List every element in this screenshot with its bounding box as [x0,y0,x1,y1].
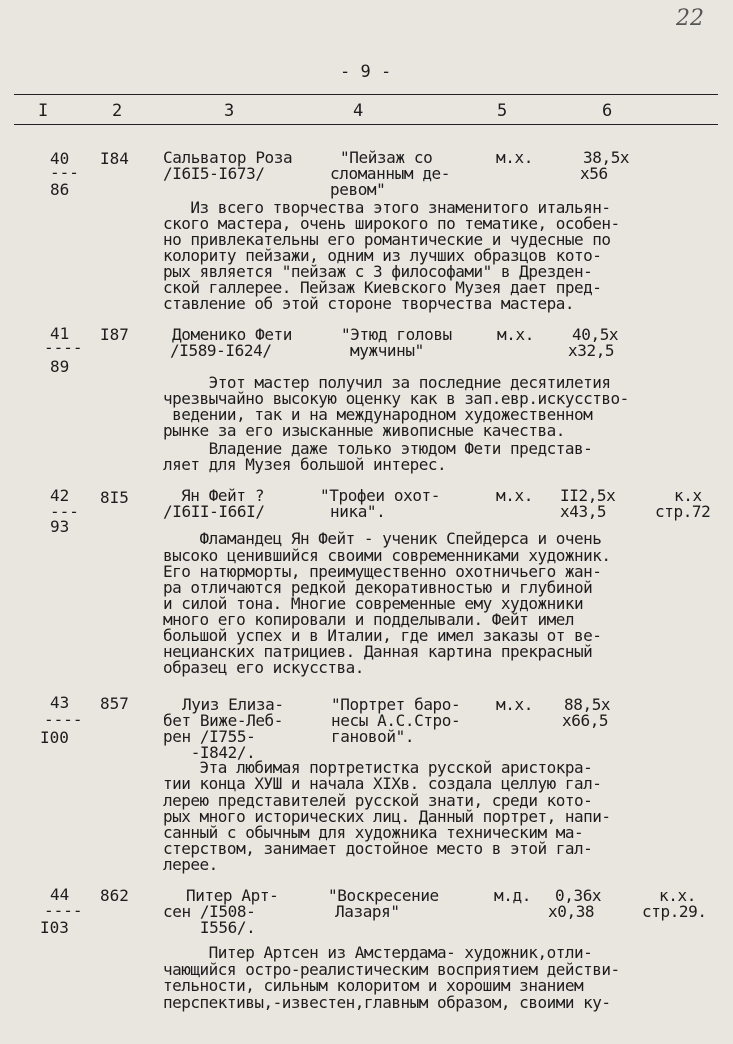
author-line: Ян Фейт ? [181,486,265,505]
entry-number: 42 [50,486,70,505]
title-line: ника". [330,502,386,521]
title-line: Лазаря" [335,902,400,921]
catalog-note: к.х. [659,886,696,905]
page-number: - 9 - [340,62,392,82]
entry-page-ref: 93 [50,517,70,536]
column-header-6: 6 [602,101,613,121]
handwritten-page-number: 22 [676,6,704,31]
size-line: 0,36х [555,886,602,905]
description-line: лерею представителей русской знати, среди кото- [163,791,593,810]
inventory-number: 8I5 [100,488,129,507]
column-header-5: 5 [497,101,508,121]
description-line: лерее. [163,855,218,874]
description-line: колориту пейзажи, одним из лучших образцов кото- [163,246,602,265]
title-line: "Портрет баро- [331,695,461,714]
description-line: ра отличаются редкой декоративностью и глубиной [163,578,593,597]
column-header-1: I [38,101,49,121]
description-line: рых много исторических лиц. Данный портрет, напи- [163,807,611,826]
author-line: -I842/. [163,743,256,762]
column-header-3: 3 [224,101,235,121]
author-line: Доменико Фети [172,325,293,344]
inventory-number: 862 [100,886,129,905]
description-line: рынке за его изысканные живописные качества. [163,421,565,440]
title-line: "Воскресение [328,886,439,905]
title-line: гановой". [331,727,415,746]
author-line: I556/. [163,918,256,937]
description-line: Из всего творчества этого знаменитого итальян- [163,198,611,217]
size-line: 40,5х [572,325,619,344]
entry-separator: ---- [44,710,83,729]
description-line: Его натюрморты, преимущественно охотничьего жан- [163,562,602,581]
description-line: ставление об этой стороне творчества мастера. [163,294,574,313]
description-line: стерством, занимает достойное место в этой гал- [163,839,593,858]
description-line: перспективы,-известен,главным образом, своими ку- [163,993,611,1012]
author-line: /I6I5-I673/ [163,164,265,183]
author-line: Сальватор Роза [163,148,293,167]
size-line: х66,5 [562,711,609,730]
title-line: сломанным де- [330,164,451,183]
size-line: х56 [580,164,608,183]
entry-separator: ---- [44,338,83,357]
author-line: Луиз Елиза- [182,695,284,714]
description-line: Этот мастер получил за последние десятилетия [163,373,611,392]
author-line: Питер Арт- [186,886,279,905]
author-line: рен /I755- [163,727,256,746]
description-line: и силой тона. Многие современные ему художники [163,594,584,613]
description-line: но привлекательны его романтические и чудесные по [163,230,611,249]
description-line: много его копировали и подделывали. Фейт имел [163,610,574,629]
entry-number: 44 [50,885,70,904]
title-line: "Этюд головы [341,325,452,344]
entry-page-ref: 86 [50,180,70,199]
header-top-rule [14,94,718,95]
size-line: х43,5 [560,502,607,521]
catalog-note: стр.29. [642,902,707,921]
title-line: ревом" [330,180,386,199]
size-line: х0,38 [548,902,595,921]
title-line: несы А.С.Стро- [331,711,461,730]
entry-separator: ---- [44,901,83,920]
inventory-number: I84 [100,149,129,168]
entry-separator: --- [50,163,79,182]
description-line: чрезвычайно высокую оценку как в зап.евр.искусство- [163,389,629,408]
entry-number: 41 [50,324,70,343]
size-line: II2,5х [560,486,616,505]
entry-number: 43 [50,693,70,712]
description-line: большой успех и в Италии, где имел заказы от ве- [163,626,602,645]
title-line: мужчины" [350,341,424,360]
technique: м.х. [496,486,533,505]
author-line: бет Виже-Леб- [163,711,284,730]
title-line: "Пейзаж со [340,148,433,167]
description-line: ляет для Музея большой интерес. [163,455,447,474]
description-line: ского мастера, очень широкого по тематике, особен- [163,214,620,233]
catalog-note: стр.72 [655,502,711,521]
description-line: тельности, сильным колоритом и хорошим знанием [163,976,584,995]
description-line: рых является "пейзаж с 3 философами" в Дрезден- [163,262,593,281]
technique: м.х. [496,695,533,714]
header-bottom-rule [14,124,718,125]
technique: м.д. [494,886,531,905]
technique: м.х. [496,148,533,167]
size-line: 38,5х [583,148,630,167]
inventory-number: 857 [100,694,129,713]
description-line: нецианских патрициев. Данная картина прекрасный [163,642,593,661]
author-line: /I6II-I66I/ [163,502,265,521]
title-line: "Трофеи охот- [320,486,441,505]
entry-page-ref: I03 [40,918,69,937]
author-line: /I589-I624/ [170,341,272,360]
description-line: ведении, так и на международном художественном [163,405,593,424]
entry-separator: --- [50,502,79,521]
description-line: образец его искусства. [163,658,364,677]
author-line: сен /I508- [163,902,256,921]
description-line: Владение даже только этюдом Фети представ- [163,439,593,458]
entry-number: 40 [50,149,70,168]
column-header-2: 2 [112,101,123,121]
entry-page-ref: 89 [50,357,70,376]
catalog-note: к.х [674,486,702,505]
inventory-number: I87 [100,325,129,344]
description-line: чающийся остро-реалистическим восприятием действи- [163,960,620,979]
description-line: санный с обычным для художника техническим ма- [163,823,584,842]
description-line: Фламандец Ян Фейт - ученик Спейдерса и очень [163,529,602,548]
entry-page-ref: I00 [40,728,69,747]
description-line: Эта любимая портретистка русской аристокра- [163,758,593,777]
description-line: высоко ценившийся своими современниками художник. [163,546,611,565]
column-header-4: 4 [353,101,364,121]
description-line: Питер Артсен из Амстердама- художник,отли- [163,943,593,962]
description-line: тии конца ХУШ и начала ХIХв. создала целлую гал- [163,774,602,793]
description-line: ской галлерее. Пейзаж Киевского Музея дает пред- [163,278,602,297]
size-line: х32,5 [568,341,615,360]
size-line: 88,5х [564,695,611,714]
technique: м.х. [497,325,534,344]
